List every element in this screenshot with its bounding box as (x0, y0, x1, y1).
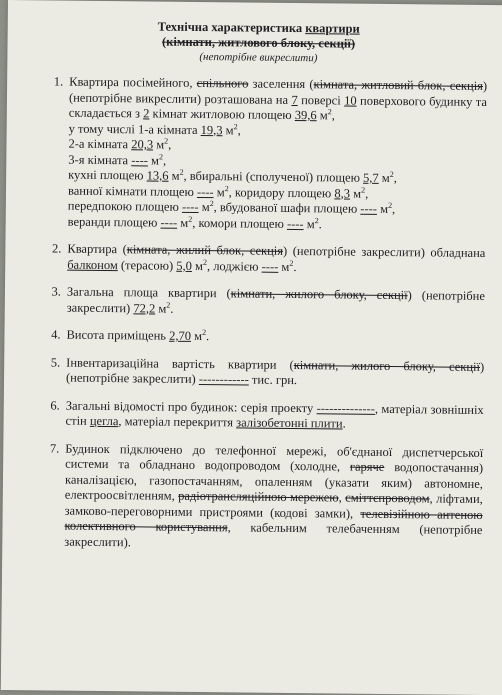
item-number: 1. (53, 74, 64, 89)
unit: м (158, 301, 167, 316)
room-3-value: ---- (131, 152, 149, 167)
unit: м (171, 168, 180, 183)
rooms-value: 2 (143, 106, 150, 121)
title-note: (непотрібне викреслити) (199, 51, 318, 65)
text: Висота приміщень (66, 327, 167, 343)
item-number: 2. (51, 241, 62, 256)
text: . (342, 416, 346, 431)
subtitle-struck: (кімнати, житлового блоку, секції) (161, 34, 356, 51)
struck-text: кімната, житловий блок, секція (313, 77, 484, 93)
text: Загальні відомості про будинок: серія проекту (65, 398, 314, 415)
item-number: 3. (51, 284, 62, 299)
hall-line: передпокою площею ---- $м^2$, вбудованої шафи площею ---- $м^2$, (67, 198, 396, 217)
floor-value: 7 (291, 92, 298, 107)
floors-material-value: залізобетонні плити (236, 415, 343, 431)
unit: м (194, 328, 203, 344)
item-text (66, 355, 484, 390)
item-2 (27, 241, 485, 277)
document-sheet (1, 0, 502, 695)
item-text: Висота приміщень 2,70 $м^2$. (66, 327, 210, 344)
room-2-value: 20,3 (131, 137, 154, 152)
text: Квартира ( (67, 241, 127, 257)
title-prefix: Технічна характеристика (157, 19, 303, 36)
total-area-value: 72,2 (133, 300, 156, 316)
text: 2-а кімната (68, 136, 129, 152)
floors-total-value: 10 (344, 93, 357, 108)
item-3 (27, 284, 485, 320)
struck-text: сміттєпроводом (345, 490, 430, 506)
balcony-value: балконом (67, 257, 118, 272)
text: тис. грн. (251, 372, 298, 388)
unit: м (180, 215, 189, 230)
unit: м (380, 201, 389, 216)
text: , матеріал зовнішніх стін (65, 401, 484, 428)
wc-value: 5,7 (363, 170, 379, 185)
struck-text: кімнати, жилого блоку, секції (293, 357, 481, 374)
text: , коридору площею (228, 184, 332, 200)
text: Квартира посімейного, (69, 74, 193, 90)
unit: м (156, 137, 165, 152)
unit: м (225, 122, 234, 137)
title-apartment: квартири (305, 21, 360, 36)
series-value: -------------- (316, 400, 376, 416)
room-1-value: 19,3 (200, 122, 223, 137)
text: 3-я кімната (68, 152, 129, 167)
unit: м (281, 259, 290, 274)
text: , (338, 490, 342, 505)
unit: м (195, 258, 204, 273)
veranda-line: веранди площею ---- $м^2$, комори площею ---- $м^2$. (67, 214, 322, 231)
item-7 (24, 441, 483, 554)
text: (терасою) (120, 257, 174, 273)
text: , вбудованої шафи площею (213, 200, 358, 216)
text: заселення ( (252, 76, 314, 92)
text: кімнат житловою площею (152, 106, 292, 122)
text: , вбиральні (сполученої) площею (183, 168, 361, 185)
unit: м (381, 170, 390, 186)
bath-line: ванної кімнати площею ---- $м^2$, коридору площею 8,3 $м^2$, (67, 183, 369, 201)
item-4 (26, 327, 484, 347)
text: поверсі (301, 92, 341, 107)
text: Будинок підключено до телефонної мережі, об'єднаної диспетчерської системи та обладнано водопроводом (холодне, (65, 441, 484, 474)
text: ванної кімнати площею (67, 183, 194, 199)
storage-value: ---- (286, 216, 304, 231)
bath-value: ---- (196, 184, 214, 199)
text: , матеріал перекриття (118, 414, 234, 430)
unit: м (306, 216, 315, 231)
item-number: 6. (50, 397, 60, 413)
living-area-value: 39,6 (294, 108, 317, 123)
item-5 (26, 355, 484, 391)
height-value: 2,70 (169, 328, 192, 343)
unit: м (353, 186, 362, 201)
text: Загальна площа квартири ( (66, 284, 231, 301)
unit: м (216, 184, 225, 199)
unit: м (319, 108, 328, 123)
text: , комори площею (192, 215, 284, 231)
room-3-line: 3-я кімната ---- $м^2$, (68, 151, 167, 168)
corridor-value: 8,3 (334, 185, 351, 201)
loggia-value: ---- (261, 259, 279, 274)
text: у тому числі 1-а кімната (68, 121, 198, 137)
item-text: Квартира посімейного, спільного заселення (кімната, житловий блок, секція) (непотрібне викреслити) розташована на 7 поверсі 10 поверхового будинку та складається з 2 кімнат житловою площею 39,6 $м^2$, у тому числі 1-а кімната 19,3 $м^2$, 2-а кімната 20,3 $м^2$, 3-я кімната ---- $м^2$, кухні площею 13,6 $м^2$, вбиральні (сполученої) площею 5,7 $м^2$, ванної кімнати площею ---- $м^2$, коридору площею 8,3 $м^2$, передпокою площею ---- $м^2$, вбудованої шафи площею ---- $м^2$, веранди площею ---- $м^2$, комори площею ---- $м^2$. (68, 75, 488, 234)
veranda-value: ---- (160, 215, 178, 230)
document-content (24, 10, 488, 566)
item-number: 7. (49, 440, 60, 456)
text: ) (непотрібне закреслити) обладнана (282, 243, 486, 261)
item-text: Квартира (кімната, жилий блок, секція) (непотрібне закреслити) обладнана балконом (терасою) 5,0 $м^2$, лоджією ---- $м^2$. (67, 241, 486, 274)
item-text (64, 441, 483, 554)
text: , кабельним телебаченням (непотрібне закреслити). (64, 520, 483, 549)
inventory-value: ------------ (198, 372, 249, 387)
struck-text: радіотрансляційною мережею (178, 488, 339, 505)
kitchen-line: кухні площею 13,6 $м^2$, вбиральні (сполученої) площею 5,7 $м^2$, (68, 167, 397, 186)
text: веранди площею (67, 214, 158, 230)
balcony-area-value: 5,0 (176, 258, 193, 273)
struck-text: спільного (196, 75, 249, 91)
text: ) (непотрібне закреслити) (66, 288, 486, 315)
kitchen-value: 13,6 (146, 168, 169, 183)
hall-value: ---- (181, 199, 199, 215)
text: поверхового будинку та складається з (68, 93, 488, 121)
text: , ліфтами, замково-переговорними пристроями (кодові замки), (64, 491, 483, 521)
item-text: Загальна площа квартири (кімнати, жилого блоку, секції) (непотрібне закреслити) 72,2 $м^2$. (66, 284, 486, 316)
item-number: 4. (51, 327, 61, 342)
room-2-line: 2-а кімната 20,3 $м^2$, (68, 136, 172, 152)
unit: м (201, 200, 210, 215)
text: кухні площею (68, 167, 144, 183)
item-6 (26, 398, 484, 434)
struck-text: кімнати, жилого блоку, секції (230, 286, 408, 303)
item-text (66, 398, 484, 433)
unit: м (150, 153, 160, 168)
text: ) (непотрібне викреслити) розташована на (68, 78, 488, 107)
struck-text: кімната, жилий блок, секція (126, 242, 284, 258)
text: передпокою площею (67, 198, 179, 214)
text: , лоджією (206, 258, 259, 274)
room-1-line: у тому числі 1-а кімната 19,3 $м^2$, (68, 121, 241, 137)
text: Інвентаризаційна вартість квартири ( (66, 355, 294, 372)
walls-value: цегла (89, 413, 119, 429)
text: ) (непотрібне закреслити) (65, 359, 485, 386)
struck-text: телевізійною антеною колективного користування (64, 506, 483, 535)
closet-value: ---- (360, 201, 378, 216)
item-1 (28, 74, 488, 234)
text: водопостачання) каналізацією, газопостачанням, опаленням (указати яким) автономне, електроосвітленням, (64, 460, 484, 503)
item-number: 5. (50, 354, 61, 370)
struck-text: гаряче (349, 459, 385, 474)
